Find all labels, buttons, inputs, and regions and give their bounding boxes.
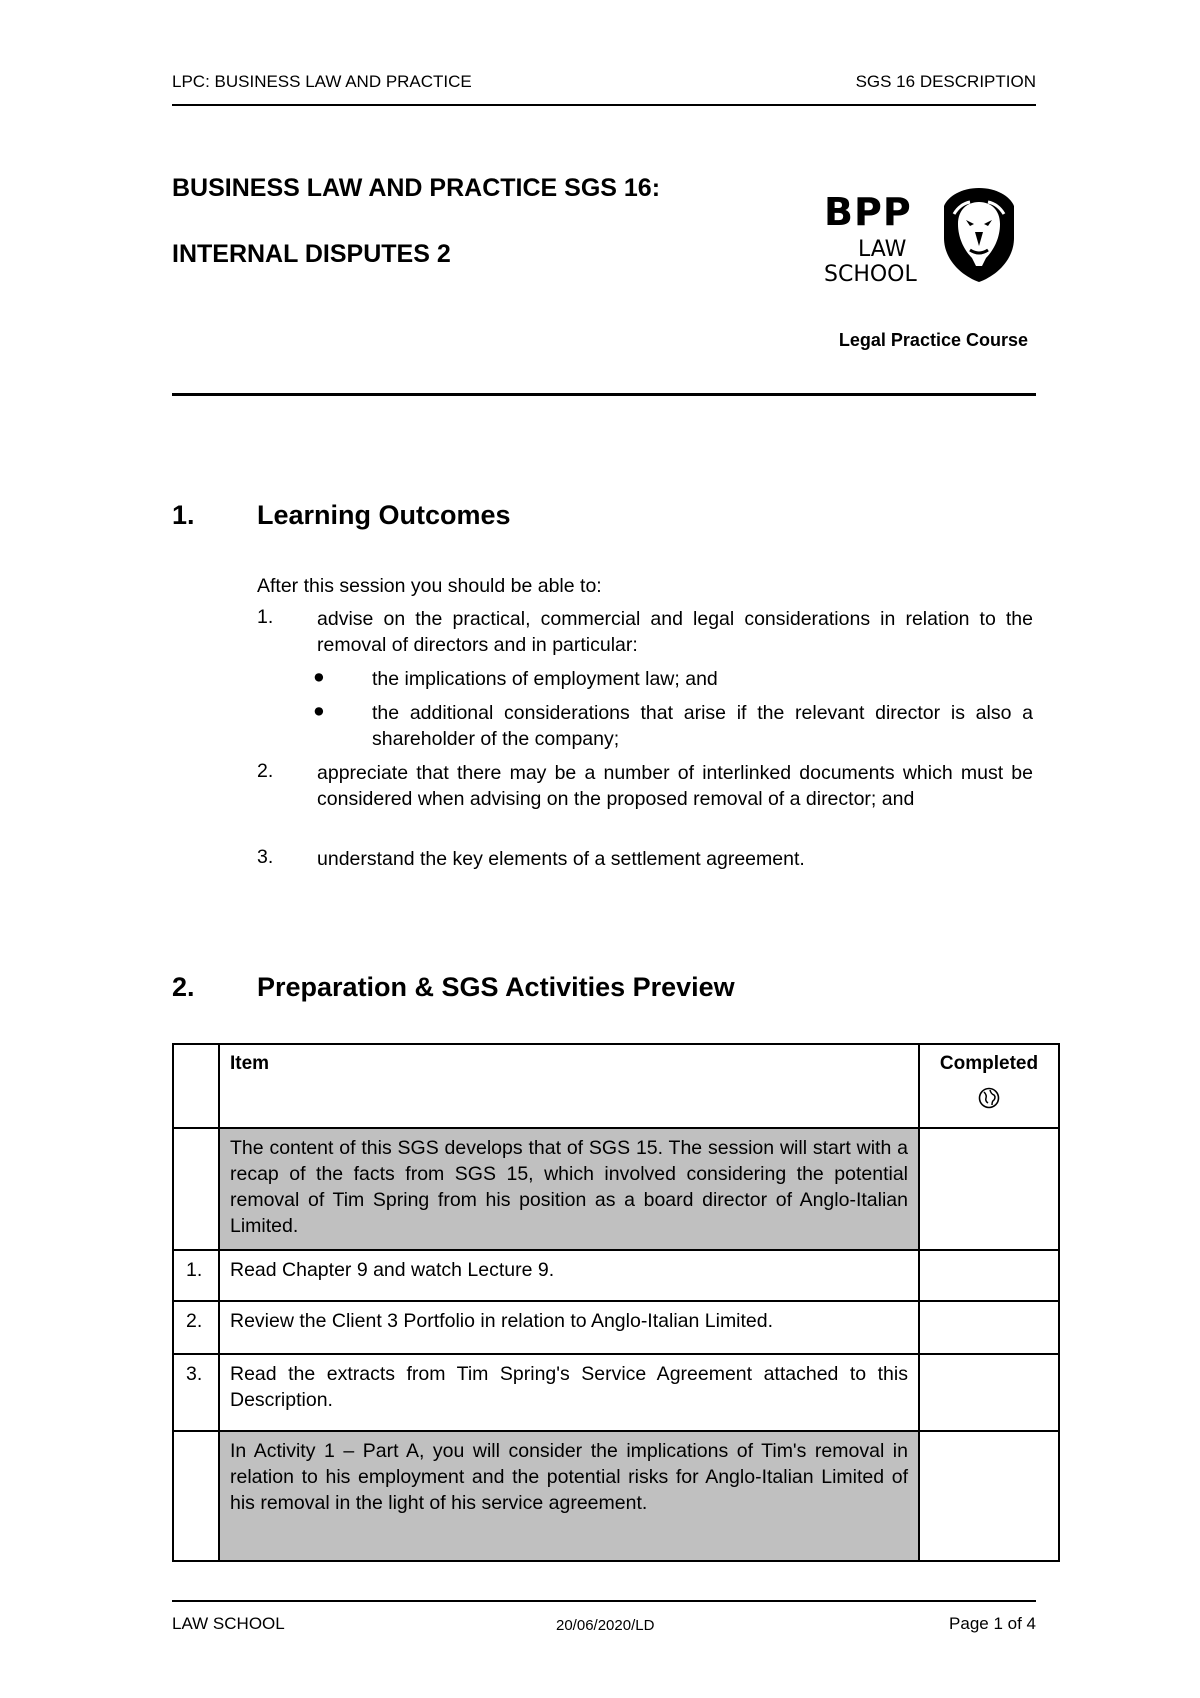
learning-outcomes-intro: After this session you should be able to: [257,575,602,597]
activities-table [172,1043,1060,1562]
row-item-text: Read the extracts from Tim Spring's Service Agreement attached to this Description. [219,1354,919,1431]
row-number [173,1128,219,1250]
table-row [173,1431,1059,1561]
footer-rule [172,1600,1036,1602]
section-2-number: 2. [172,972,195,1002]
document-title: BUSINESS LAW AND PRACTICE SGS 16: [172,174,661,202]
row-number: 3. [173,1354,219,1431]
table-header-row [173,1044,1059,1128]
running-header-left: LPC: BUSINESS LAW AND PRACTICE [172,72,472,91]
table-row [173,1250,1059,1301]
logo-caption: Legal Practice Course [838,330,1028,350]
outcome-number: 2. [257,760,274,782]
footer-left: LAW SCHOOL [172,1614,285,1633]
section-1-title: Learning Outcomes [257,500,511,530]
logo-brand: BPP [824,190,912,234]
outcome-number: 1. [257,606,274,628]
section-1-number: 1. [172,500,195,530]
row-item-text: Review the Client 3 Portfolio in relation to Anglo-Italian Limited. [219,1301,919,1354]
row-number: 2. [173,1301,219,1354]
page-number: Page 1 of 4 [949,1614,1036,1633]
row-item-text: In Activity 1 – Part A, you will consider the implications of Tim's removal in relation to his employment and the potential risks for Anglo-Italian Limited of his removal in the light of his service agreement. [219,1431,919,1561]
row-completed-cell[interactable] [919,1301,1059,1354]
outcome-sub-bullet: the additional considerations that arise if the relevant director is also a shareholder of the company; [372,702,1033,750]
table-header-completed [919,1044,1059,1128]
footer-date-code: 20/06/2020/LD [556,1617,655,1634]
outcome-text: advise on the practical, commercial and legal considerations in relation to the removal of directors and in particular: [317,608,1033,656]
table-row [173,1354,1059,1431]
completed-label: Completed [939,1053,1039,1074]
row-item-text: Read Chapter 9 and watch Lecture 9. [219,1250,919,1301]
bpp-logo [824,190,1024,295]
table-row [173,1301,1059,1354]
title-rule [172,393,1036,396]
row-number: 1. [173,1250,219,1301]
row-completed-cell[interactable] [919,1431,1059,1561]
row-item-text: The content of this SGS develops that of SGS 15. The session will start with a recap of the facts from SGS 15, which involved considering the potential removal of Tim Spring from his position as a board director of Anglo-Italian Limited. [219,1128,919,1250]
outcome-text: appreciate that there may be a number of interlinked documents which must be considered when advising on the proposed removal of a director; and [317,762,1033,810]
row-completed-cell[interactable] [919,1354,1059,1431]
globe-check-icon [978,1087,1000,1109]
bullet-icon: ● [313,666,325,688]
bullet-icon: ● [313,700,325,722]
table-header-number [173,1044,219,1128]
row-number [173,1431,219,1561]
table-row [173,1128,1059,1250]
logo-line-school: SCHOOL [824,262,917,287]
header-rule [172,104,1036,106]
table-header-item: Item [219,1044,919,1128]
row-completed-cell[interactable] [919,1250,1059,1301]
outcome-text: understand the key elements of a settlement agreement. [317,848,805,870]
lion-shield-icon [940,186,1018,284]
logo-line-law: LAW [858,237,907,262]
section-2-title: Preparation & SGS Activities Preview [257,972,735,1002]
outcome-number: 3. [257,846,274,868]
running-header-right: SGS 16 DESCRIPTION [855,72,1036,91]
document-subtitle: INTERNAL DISPUTES 2 [172,240,451,268]
outcome-sub-bullet: the implications of employment law; and [372,668,718,690]
row-completed-cell[interactable] [919,1128,1059,1250]
